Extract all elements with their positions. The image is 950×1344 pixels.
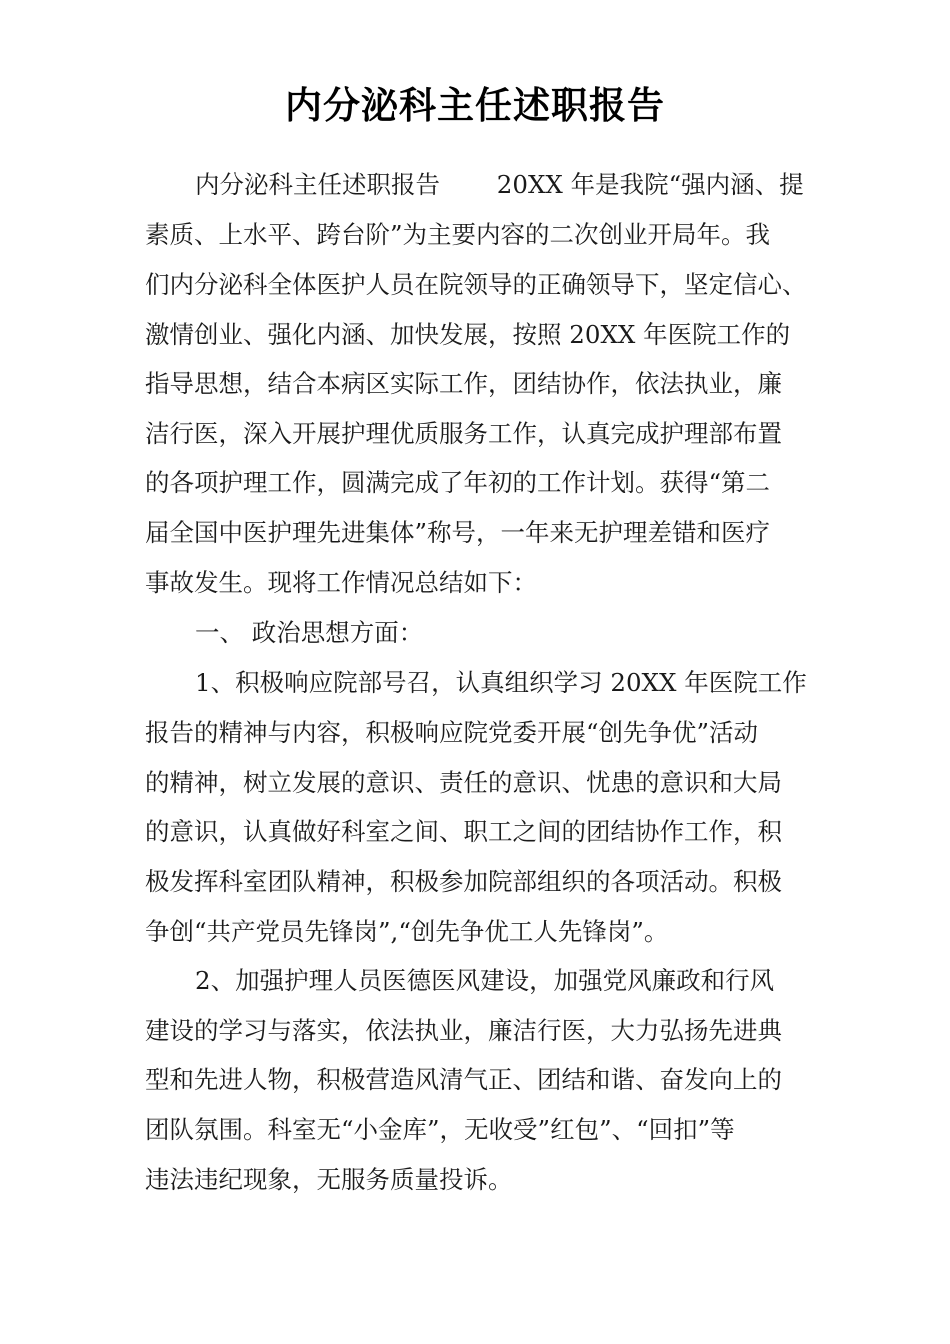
- paragraph-line: 们内分泌科全体医护人员在院领导的正确领导下，坚定信心、: [145, 270, 807, 299]
- paragraph-line: 的各项护理工作，圆满完成了年初的工作计划。获得“第二: [145, 468, 771, 497]
- paragraph-line: 素质、上水平、跨台阶”为主要内容的二次创业开局年。我: [145, 220, 771, 249]
- paragraph-line: 违法违纪现象，无服务质量投诉。: [145, 1165, 513, 1194]
- paragraph-line: 1、积极响应院部号召，认真组织学习 20XX 年医院工作: [195, 668, 807, 697]
- paragraph-line: 报告的精神与内容，积极响应院党委开展“创先争优”活动: [145, 718, 759, 747]
- paragraph-line: 的意识，认真做好科室之间、职工之间的团结协作工作，积: [145, 817, 782, 846]
- paragraph-line: 型和先进人物，积极营造风清气正、团结和谐、奋发向上的: [145, 1065, 782, 1094]
- paragraph-line: 指导思想，结合本病区实际工作，团结协作，依法执业，廉: [145, 369, 782, 398]
- paragraph-line: 洁行医，深入开展护理优质服务工作，认真完成护理部布置: [145, 419, 782, 448]
- paragraph-line: 届全国中医护理先进集体”称号，一年来无护理差错和医疗: [145, 518, 771, 547]
- document-title: 内分泌科主任述职报告: [285, 84, 665, 127]
- section-heading: 一、 政治思想方面：: [195, 618, 424, 647]
- paragraph-line: 内分泌科主任述职报告 20XX 年是我院“强内涵、提: [195, 170, 804, 199]
- paragraph-line: 的精神，树立发展的意识、责任的意识、忧患的意识和大局: [145, 768, 782, 797]
- paragraph-line: 建设的学习与落实，依法执业，廉洁行医，大力弘扬先进典: [145, 1016, 782, 1045]
- paragraph-line: 2、加强护理人员医德医风建设，加强党风廉政和行风: [195, 966, 775, 995]
- paragraph-line: 团队氛围。科室无“小金库”，无收受”红包”、“回扣”等: [145, 1115, 735, 1144]
- paragraph-line: 事故发生。现将工作情况总结如下：: [145, 568, 537, 597]
- paragraph-line: 极发挥科室团队精神，积极参加院部组织的各项活动。积极: [145, 867, 782, 896]
- paragraph-line: 争创“共产党员先锋岗”,“创先争优工人先锋岗”。: [145, 917, 669, 946]
- paragraph-line: 激情创业、强化内涵、加快发展，按照 20XX 年医院工作的: [145, 320, 791, 349]
